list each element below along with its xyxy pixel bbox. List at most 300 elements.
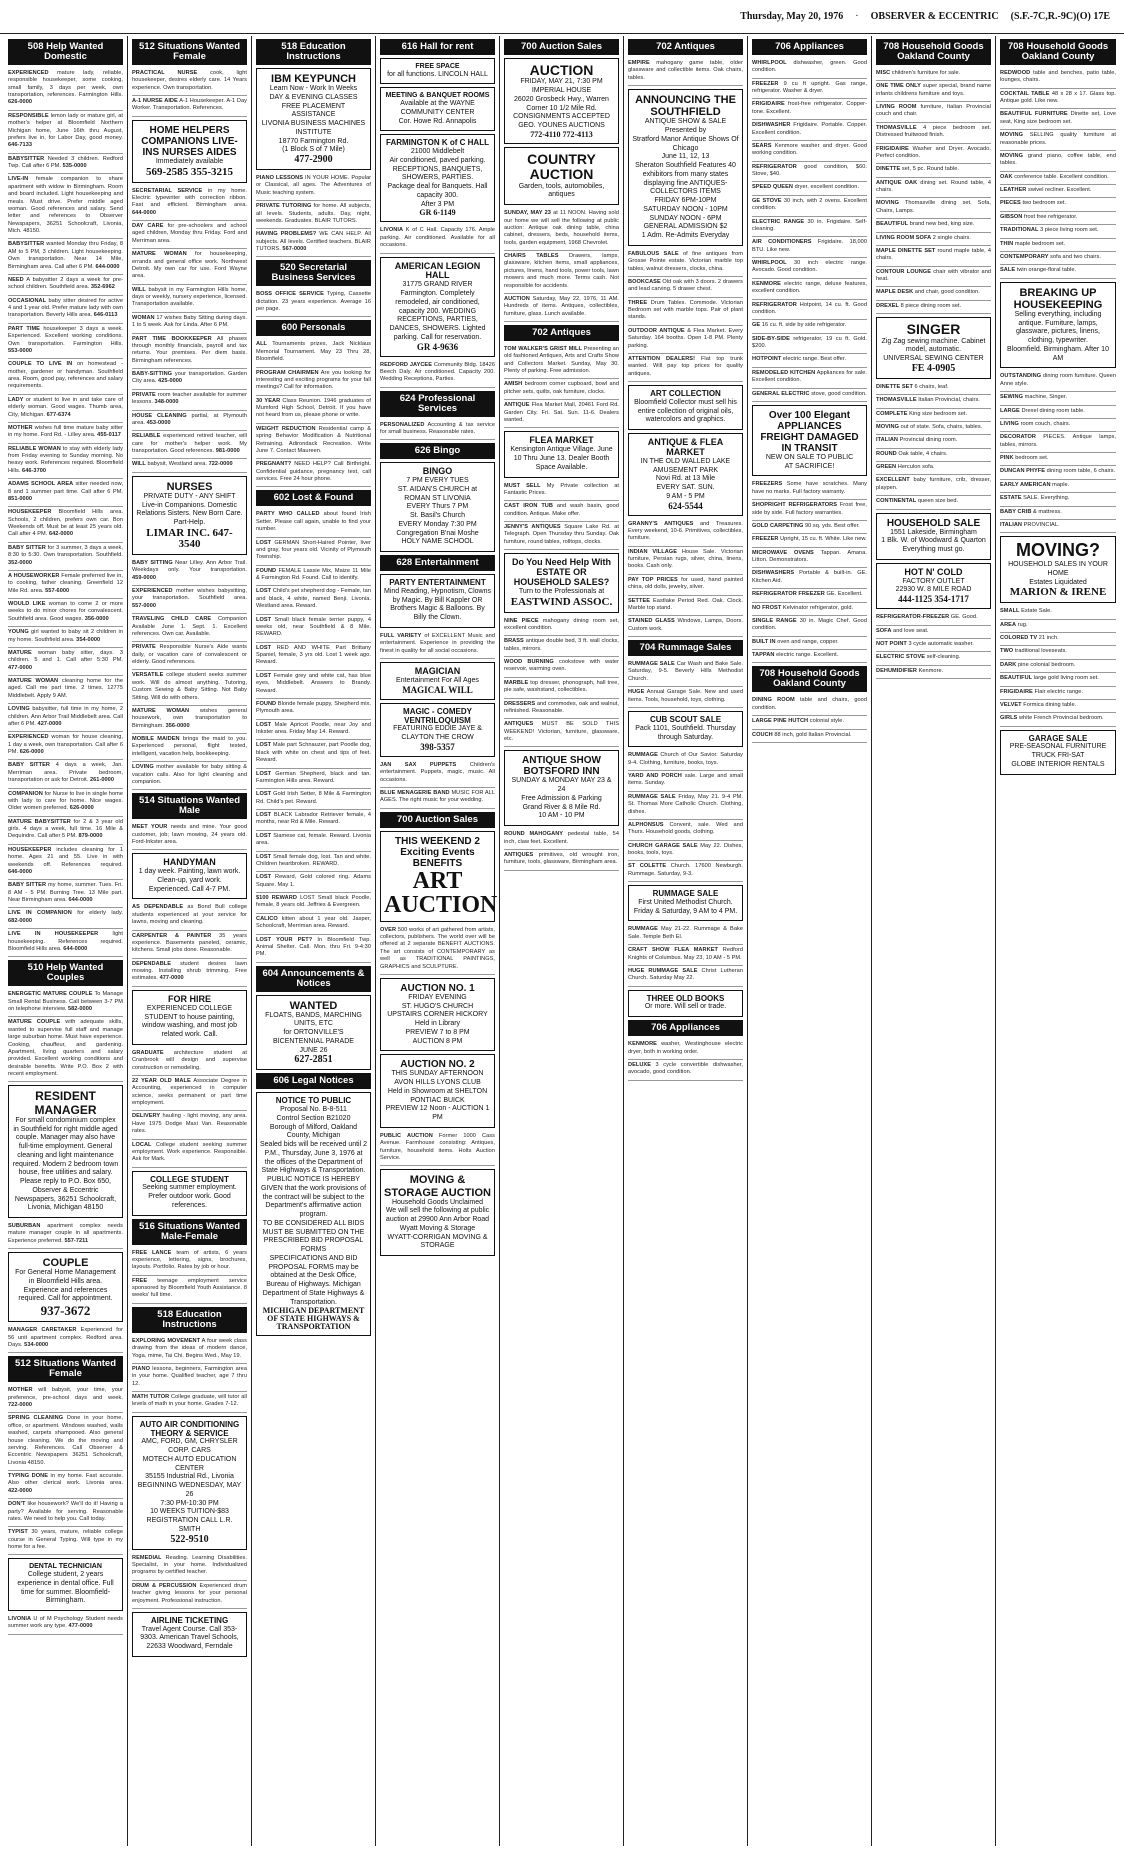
ad-lead: BABY-SITTING: [132, 371, 173, 378]
ad-body: 8 piece dining room set.: [900, 302, 962, 309]
classified-ad: [256, 396, 371, 424]
display-ad: [380, 703, 495, 757]
ad-body: electric range. Excellent.: [776, 652, 839, 659]
ad-lead: BLUE MENAGERIE BAND: [380, 789, 450, 796]
display-ad: [380, 831, 498, 922]
display-ad: [628, 990, 743, 1018]
ad-body: Accounting & tax service for small business. Reasonable rates.: [380, 421, 496, 435]
ad-lead: TWO: [1000, 648, 1014, 655]
display-ad: [628, 885, 743, 921]
ad-body: Frost free, side by side. Full factory warranties.: [752, 502, 867, 516]
ad-body: King size bedroom set.: [909, 410, 968, 417]
ad-body: 3 cycle convertible dishwasher, avocado, good condition.: [628, 1061, 743, 1076]
display-ad-title: CUB SCOUT SALE: [649, 714, 722, 724]
section-header: 626 Bingo: [380, 443, 495, 459]
classified-ad: [1000, 520, 1116, 533]
classified-ad: [132, 642, 247, 670]
display-ad-line: Free Admission & Parking: [521, 794, 602, 802]
classified-ad: [256, 893, 371, 914]
display-ad: [504, 431, 619, 477]
ad-body: SALE. Everything.: [1023, 495, 1070, 502]
ad-body: Car Wash and Bake Sale. Saturday, 9-5. Beverly Hills Methodist Church.: [628, 661, 743, 682]
display-ad-line: PRIVATE DUTY - ANY SHIFT: [143, 492, 236, 500]
classified-ad: [132, 68, 247, 96]
ad-body: dining room table, 6 chairs.: [1046, 468, 1116, 475]
ad-body: Flat top trunk wanted. Will pay top prices for quality antiques.: [628, 355, 743, 377]
ad-body: A four week class drawing from the ideas of modern dance, Yoga, mime, Tai Chi. Begins Wed., May 19.: [132, 1337, 247, 1359]
ad-body: of fine antiques from Grosse Pointe estate. Victorian marble top tables, walnut dressers, clocks, china.: [628, 250, 744, 272]
classified-ad: [1000, 252, 1116, 265]
display-ad-line: WYATT-CORRIGAN MOVING & STORAGE: [387, 1233, 488, 1250]
ad-body: girl wanted to baby sit 2 children in my home. Southfield area.: [8, 629, 124, 643]
display-ad: [876, 513, 991, 560]
ad-lead: MOBILE MAIDEN: [132, 736, 180, 743]
ad-body: 30 inch, with 2 ovens. Excellent condition.: [752, 197, 867, 212]
ad-body: babysit, Westland area.: [147, 461, 207, 468]
ad-lead: NEED: [8, 276, 24, 283]
ad-lead: REMEDIAL: [132, 1554, 162, 1561]
display-ad-title: NURSES: [166, 480, 213, 493]
ad-lead: FABULOUS SALE: [628, 250, 679, 257]
ad-body: Typing, Cassette dictation. 23 years experience. Average 16 per page.: [256, 291, 371, 313]
display-ad-title: MOVING & STORAGE AUCTION: [384, 1174, 491, 1199]
display-ad-title: FOR HIRE: [167, 993, 211, 1004]
classified-ad: [380, 1131, 495, 1167]
ad-body: frost free refrigerator.: [1023, 213, 1078, 220]
section-header: 706 Appliances: [628, 1020, 743, 1036]
display-ad: [380, 978, 495, 1052]
section-header: 600 Personals: [256, 320, 371, 336]
ad-body: dryer, excellent condition.: [794, 184, 860, 191]
classified-ad: [752, 479, 867, 500]
ad-phone: 534-0000: [24, 1341, 49, 1348]
ad-lead: LOST: [256, 721, 272, 728]
ad-body: stove, good condition.: [811, 390, 867, 397]
display-ad: [380, 257, 495, 357]
ad-phone: 356-0000: [165, 722, 190, 729]
ad-body: babysitter, full time in my home, 2 children. Ann Arbor Trail Middlebelt area. Call after 6 PM.: [8, 706, 123, 727]
classified-ad: [752, 500, 867, 521]
ad-lead: A HOUSEWORKER: [8, 572, 60, 579]
display-ad-line: for ORTONVILLE'S BICENTENNIAL PARADE: [273, 1029, 354, 1045]
display-ad: [628, 433, 743, 516]
ad-body: room couch, chairs.: [1020, 420, 1071, 427]
display-ad-title: AIRLINE TICKETING: [150, 1615, 229, 1625]
display-ad-highlight: 522-9510: [170, 1533, 209, 1545]
display-ad-line: Cor. Howe Rd. Annapolis: [398, 117, 477, 125]
ad-body: 4 days a week, Jan. Merriman area. Private bedroom, transportation or ask for Detroit.: [8, 762, 123, 784]
section-header: 606 Legal Notices: [256, 1073, 371, 1089]
ad-body: Experienced drum teacher giving lessons for your personal enjoyment. Professional instruction.: [132, 1582, 248, 1604]
classified-ad: [628, 326, 743, 354]
classified-ad: [256, 810, 371, 831]
ad-body: or student to live in and take care of elderly woman. Good wages. Thumb area, City, Michigan.: [8, 396, 123, 418]
ad-lead: WOMAN: [132, 314, 155, 321]
ad-lead: REFRIGERATOR: [752, 163, 797, 170]
classified-ad: [8, 479, 123, 507]
ad-lead: HOTPOINT: [752, 356, 782, 363]
section-header: 518 Education Instructions: [132, 1307, 247, 1333]
ad-lead: HOUSE CLEANING: [132, 412, 187, 419]
ad-body: twin orange-floral table.: [1016, 267, 1077, 274]
ad-body: PROVINCIAL.: [1023, 521, 1060, 528]
display-ad-line: (1 Block S of 7 Mile): [282, 146, 345, 154]
ad-lead: THIN: [1000, 240, 1014, 247]
section-header: 706 Appliances: [752, 39, 867, 55]
classified-ad: [8, 1527, 123, 1555]
display-ad: [1000, 730, 1116, 775]
display-ad-highlight: EASTWIND ASSOC.: [510, 595, 613, 608]
classified-ad: [1000, 109, 1116, 130]
display-ad-line: FACTORY OUTLET: [902, 577, 965, 585]
ad-lead: LIVONIA: [8, 1616, 32, 1623]
ad-lead: PROGRAM CHAIRMEN: [256, 369, 319, 376]
classified-ad: [1000, 239, 1116, 252]
classified-ad: [132, 822, 247, 850]
section-header: 520 Secretarial Business Services: [256, 260, 371, 286]
display-ad-line: UPSTAIRS CORNER HICKORY: [387, 1011, 488, 1019]
classified-ad: [8, 1499, 123, 1527]
display-ad: [876, 563, 991, 609]
ad-body: will babysit, your time, your preference, pre-school days and week.: [8, 1387, 123, 1401]
classified-ad: [8, 543, 123, 571]
ad-lead: CAST IRON TUB: [504, 503, 553, 510]
ad-lead: TYPING DONE: [8, 1473, 49, 1480]
classified-ad: [628, 547, 743, 575]
ad-body: Male part Schnauzer, part Poodle dog, black with white on chest and tips of feet. Reward.: [256, 742, 371, 764]
classified-ad: [8, 174, 123, 239]
classified-page: [4, 36, 1120, 1846]
ad-lead: VERSATILE: [132, 672, 164, 679]
classified-ad: [876, 395, 991, 408]
classified-ad: [8, 571, 123, 599]
display-ad-line: AUCTION 8 PM: [412, 1037, 463, 1045]
display-ad-line: EVERY Thurs 7 PM: [406, 503, 469, 511]
classified-ad: [876, 219, 991, 232]
display-ad-title: AUCTION NO. 2: [400, 1059, 475, 1071]
classified-ad: [752, 237, 867, 258]
ad-phone: 879-0000: [78, 833, 103, 840]
display-ad-line: 26020 Grosbeck Hwy., Warren: [514, 95, 609, 103]
ad-phone: 722-0000: [208, 461, 233, 468]
classified-ad: [628, 277, 743, 298]
classified-ad: [8, 1325, 123, 1353]
display-ad-line: GENERAL ADMISSION $2: [643, 223, 728, 231]
section-header: 514 Situations Wanted Male: [132, 793, 247, 819]
ad-body: set, 5 pc. Round table.: [901, 166, 960, 173]
ad-body: Are you looking for interesting and exciting programs for your fall meetings? Call for information.: [256, 369, 372, 391]
ad-body: colonial style.: [809, 718, 845, 725]
ad-lead: DINETTE: [876, 166, 901, 173]
display-ad-line: GEO. YOUNES AUCTIONS: [518, 122, 605, 130]
ad-body: includes cleaning for 1 home. Ages 21 and 55. Live in with weekends off. References required.: [8, 846, 123, 868]
display-ad-line: Corner 10 1/2 Mile Rd.: [526, 104, 597, 112]
display-ad-line: 35155 Industrial Rd., Livonia: [145, 1473, 234, 1481]
ad-body: Tournaments prizes, Jack Nicklaus Memorial Tournament. May 23 Thru 28, Bloomfield.: [256, 341, 371, 363]
ad-lead: COMPLETE: [876, 410, 908, 417]
display-ad-line: 7:30 PM-10:30 PM: [160, 1499, 219, 1507]
classified-ad: [1000, 432, 1116, 453]
display-ad-line: St. Basil's Church: [409, 512, 466, 520]
column: [128, 36, 252, 1846]
ad-phone: 851-0000: [8, 495, 33, 502]
display-ad-title: SINGER: [906, 321, 961, 338]
display-ad-line: Held in Library: [414, 1020, 461, 1028]
display-ad-line: FRIDAY 6PM-10PM: [654, 197, 717, 205]
ad-lead: BABY SITTING: [132, 559, 173, 566]
ad-body: Near Lilley. Ann Arbor Trail. Weekdays only. Your transportation.: [132, 559, 248, 574]
classified-ad: [8, 676, 123, 704]
display-ad-line: MOTECH AUTO EDUCATION CENTER: [142, 1455, 237, 1472]
display-ad-highlight: 627-2851: [294, 1054, 333, 1066]
ad-body: Italian Provincial, chairs.: [918, 397, 980, 404]
display-ad-line: ST. AIDAN'S CHURCH at ROMAN ST LIVONIA: [397, 485, 478, 502]
display-ad-line: 1 Adm. Re-Admits Everyday: [641, 232, 730, 240]
classified-ad: [256, 831, 371, 852]
ad-phone: 354-0000: [76, 636, 101, 643]
display-ad-line: HOUSEHOLD SALES IN YOUR HOME: [1008, 561, 1108, 577]
display-ad-line: Wyatt Moving & Storage: [399, 1224, 476, 1232]
classified-ad: [132, 369, 247, 390]
classified-ad: [380, 788, 495, 809]
classified-ad: [504, 501, 619, 522]
ad-lead: GRANNY'S ANTIQUES: [628, 520, 694, 527]
display-ad-title: MAGICIAN: [414, 666, 461, 677]
classified-ad: [8, 395, 123, 423]
ad-lead: 30 YEAR: [256, 397, 281, 404]
section-header: 708 Household Goods Oakland County: [752, 666, 867, 692]
classified-ad: [752, 58, 867, 79]
ad-lead: WILL: [132, 286, 146, 293]
ad-body: WE CAN HELP. All subjects. All levels. Certified teachers. BLAIR TUTORS.: [256, 231, 372, 253]
classified-ad: [628, 820, 743, 841]
classified-ad: [256, 671, 371, 699]
classified-ad: [876, 68, 991, 81]
display-ad-line: TO BE CONSIDERED ALL BIDS MUST BE SUBMITTED ON THE PRESCRIBED BID PROPOSAL FORMS: [262, 1219, 365, 1254]
classified-ad: [628, 966, 743, 987]
ad-body: conference table. Excellent condition.: [1014, 173, 1109, 180]
classified-ad: [256, 368, 371, 396]
ad-lead: HUGE RUMMAGE SALE: [628, 967, 698, 974]
display-ad-title: THREE OLD BOOKS: [646, 993, 725, 1003]
classified-ad: [132, 931, 247, 959]
classified-ad: [8, 1221, 123, 1249]
ad-phone: 356-0000: [84, 615, 109, 622]
ad-lead: HOUSEKEEPER: [8, 846, 52, 853]
display-ad: [1000, 536, 1116, 603]
ad-lead: PREGNANT?: [256, 461, 292, 468]
ad-body: Reward, Gold colored ring. Adams Square. May 1.: [256, 874, 371, 888]
ad-lead: LOST: [256, 742, 272, 749]
display-ad-line: Borough of Milford, Oakland County, Michigan: [269, 1123, 358, 1140]
classified-ad: [8, 599, 123, 627]
classified-ad: [380, 225, 495, 253]
ad-body: Oak table, 4 chairs.: [898, 450, 948, 457]
ad-body: 90 sq. yds. Best offer.: [804, 522, 860, 529]
ad-body: primitives, old wrought iron, furniture, tools, glassware, Birmingham area.: [504, 851, 619, 866]
ad-body: rug.: [1017, 621, 1028, 628]
ad-lead: TRADITIONAL: [1000, 227, 1039, 234]
ad-body: sale. Large and small items. Sunday.: [628, 773, 743, 787]
ad-lead: STAINED GLASS: [628, 618, 675, 625]
classified-ad: [8, 817, 123, 845]
ad-lead: REMODELED KITCHEN: [752, 369, 816, 376]
display-ad-line: Presented by: [664, 127, 707, 135]
classified-ad: [132, 186, 247, 222]
ad-body: pedestal table, 54 inch, claw feet. Excellent.: [504, 831, 619, 845]
ad-lead: DEHUMIDIFIER: [876, 667, 917, 674]
classified-ad: [8, 880, 123, 908]
ad-body: Hotpoint, 14 cu. ft. Good condition.: [752, 301, 867, 315]
display-ad-line: Sealed bids will be received until 2 P.M., Thursday, June 3, 1976 at the offices of the Department of State Highways & Transportation. PUBLIC NOTICE IS HEREBY GIVEN that the work provisions of the contract will be subject to the Department's affirmative action program.: [260, 1141, 368, 1219]
display-ad-title: BINGO: [422, 466, 453, 477]
ad-body: Washer and Dryer. Avocado. Perfect condition.: [876, 145, 991, 159]
ad-lead: SIDE-BY-SIDE: [752, 335, 790, 342]
ad-lead: WOULD LIKE: [8, 601, 46, 608]
ad-lead: WEIGHT REDUCTION: [256, 425, 316, 432]
ad-body: wishes general housework, own transportation to Birmingham.: [132, 707, 247, 729]
ad-lead: LIVE IN COMPANION: [8, 910, 72, 917]
ad-lead: PIECES: [1000, 200, 1021, 207]
ad-lead: SUBURBAN: [8, 1223, 41, 1229]
ad-lead: BABYSITTER: [8, 241, 45, 248]
ad-lead: ST COLETTE: [628, 863, 667, 870]
ad-body: furniture, Italian Provincial couch and chair.: [876, 104, 992, 118]
classified-ad: [256, 720, 371, 741]
ad-body: Annual Garage Sale. New and used items. Tools, household, toys, clothing.: [628, 689, 743, 703]
display-ad-title: COLLEGE STUDENT: [150, 1174, 229, 1184]
ad-body: SELLING quality furniture at reasonable prices.: [1000, 132, 1117, 146]
display-ad-line: 1551 Lakeside, Birmingham: [890, 528, 977, 536]
ad-lead: RUMMAGE: [628, 926, 658, 933]
ad-body: Frigidaire. Portable. Copper. Excellent condition.: [752, 122, 867, 136]
ad-lead: SUNDAY, MAY 23: [504, 210, 551, 217]
display-ad-line: Air conditioned, paved parking. RECEPTIONS, BANQUETS, SHOWERS, PARTIES.: [389, 156, 486, 182]
ad-body: & Flea Market. Every Saturday. 164 booths. Open 1-8 PM. Plenty parking.: [628, 327, 743, 349]
display-ad-line: Everything must go.: [902, 546, 965, 554]
column: [872, 36, 996, 1846]
ad-lead: GIRLS: [1000, 715, 1018, 722]
ad-body: German Shepherd, black and tan. Farmington Hills area. Reward.: [256, 770, 371, 784]
ad-lead: ALPHONSUS: [628, 821, 664, 828]
ad-lead: FREEZER: [752, 80, 779, 87]
ad-body: self-cleaning.: [926, 654, 961, 661]
classified-ad: [8, 1385, 123, 1413]
display-ad-line: PRE-SEASONAL FURNITURE TRUCK FRI-SAT: [1009, 743, 1107, 760]
ad-lead: PRIVATE: [132, 391, 156, 398]
ad-lead: HAVING PROBLEMS?: [256, 231, 317, 238]
classified-ad: [132, 1276, 247, 1304]
ad-body: frost-free refrigerator. Copper-tone. Excellent.: [752, 101, 867, 115]
classified-ad: [876, 287, 991, 300]
display-ad: [380, 1169, 495, 1256]
ad-body: GERMAN Short-Haired Pointer, liver and gray, four years old. Vicinity of Plymouth Township.: [256, 539, 371, 561]
ad-lead: MICROWAVE OVENS: [752, 549, 814, 556]
ad-lead: INDIAN VILLAGE: [628, 548, 677, 555]
ad-phone: 535-0000: [62, 163, 87, 170]
display-ad-highlight: 937-3672: [40, 1303, 91, 1319]
ad-lead: CHAIRS TABLES: [504, 253, 559, 260]
section-header: 512 Situations Wanted Female: [132, 39, 247, 65]
display-ad: [132, 1612, 247, 1657]
ad-body: pine colonial bedroom.: [1017, 661, 1076, 668]
display-ad-line: AT SACRIFICE!: [784, 462, 835, 470]
classified-ad: [1000, 480, 1116, 493]
classified-ad: [1000, 493, 1116, 506]
masthead-date: Thursday, May 20, 1976: [740, 11, 844, 22]
ad-lead: MARBLE: [504, 679, 529, 686]
ad-phone: 626-0000: [8, 99, 33, 106]
ad-lead: CRAFT SHOW FLEA MARKET: [628, 947, 718, 954]
ad-body: To Manage Small Rental Business. Call between 3-7 PM on telephone interview.: [8, 991, 123, 1012]
ad-lead: LIVE-IN: [8, 176, 29, 183]
section-header: 518 Education Instructions: [256, 39, 371, 65]
ad-lead: CHURCH GARAGE SALE: [628, 842, 698, 849]
ad-lead: BRASS: [504, 638, 524, 645]
classified-ad: [8, 989, 123, 1017]
ad-lead: DINING ROOM: [752, 697, 795, 704]
classified-ad: [132, 762, 247, 790]
ad-lead: RESPONSIBLE: [8, 112, 49, 119]
ad-body: Residential camp & spring Behavior Modification & Nutritional Retraining. Adirondack Recreation. Write June 7. Contact Maureen.: [256, 425, 371, 454]
column: [748, 36, 872, 1846]
ad-body: Blonde female puppy, Shepherd mix. Plymouth area.: [256, 700, 371, 715]
column: [996, 36, 1120, 1846]
display-ad-line: REGISTRATION CALL L.R. SMITH: [146, 1517, 233, 1533]
display-ad-line: Proposal No. B-8-511: [280, 1106, 347, 1114]
classified-ad: [1000, 185, 1116, 198]
classified-ad: [256, 509, 371, 537]
classified-ad: [132, 313, 247, 334]
ad-body: experienced retired teacher, will care for mother's helper work. My transportation. Good references.: [132, 433, 247, 455]
ad-lead: EXPLORING MOVEMENT: [132, 1337, 201, 1344]
display-ad-title: MEETING & BANQUET ROOMS: [385, 92, 490, 100]
display-ad-title: HANDYMAN: [163, 857, 216, 868]
display-ad: [8, 1252, 123, 1322]
classified-ad: [628, 924, 743, 945]
ad-lead: REFRIGERATOR-FREEZER: [876, 614, 950, 621]
display-ad-title: FARMINGTON K of C HALL: [386, 138, 489, 148]
display-ad-line: For General Home Management in Bloomfield Hills area. Experience and references required. Call for appointment.: [15, 1269, 116, 1303]
ad-body: Christ Lutheran Church. Saturday May 22.: [628, 967, 743, 982]
display-ad: [380, 87, 495, 131]
display-ad-line: THIS SUNDAY AFTERNOON: [391, 1070, 484, 1078]
classified-ad: [504, 616, 619, 637]
classified-ad: [1000, 151, 1116, 172]
classified-ad: [752, 196, 867, 217]
ad-lead: LIVING ROOM SOFA: [876, 234, 932, 241]
display-ad-line: First United Methodist Church. Friday & Saturday, 9 AM to 4 PM.: [633, 898, 738, 915]
ad-lead: PAY TOP PRICES: [628, 576, 678, 583]
ad-body: dining room furniture. Queen Anne style.: [1000, 373, 1116, 387]
ad-body: and chair, good condition.: [914, 289, 980, 296]
ad-body: on homestead - mother, gardener or handyman. Southfield area. Room, good pay, references and salary requirements.: [8, 361, 124, 390]
ad-lead: DRESSERS: [504, 700, 536, 707]
ad-body: Church of Our Savior. Saturday 9-4. Clothing, furniture, books, toys.: [628, 752, 743, 766]
classified-ad: [256, 789, 371, 810]
ad-body: hauling - light moving, any area. Have 1975 Dodge Maxi Van. Reasonable rates.: [132, 1113, 247, 1135]
display-ad-title: MOVING?: [1016, 540, 1100, 561]
ad-body: baby furniture, crib, dresser, playpen.: [876, 477, 991, 491]
column: [624, 36, 748, 1846]
display-ad-line: Congregation B'nai Moshe: [396, 529, 479, 537]
display-ad-line: Kensington Antique Village. June 10 Thru June 13. Dealer Booth Space Available.: [510, 446, 613, 471]
ad-lead: MEET YOUR: [132, 824, 168, 831]
classified-ad: [132, 1364, 247, 1392]
ad-lead: AREA: [1000, 621, 1017, 628]
display-ad: [256, 995, 371, 1071]
ad-body: House Sale. Victorian furniture, Persian rugs, silver, china, linens, books. Cash only.: [628, 548, 743, 570]
